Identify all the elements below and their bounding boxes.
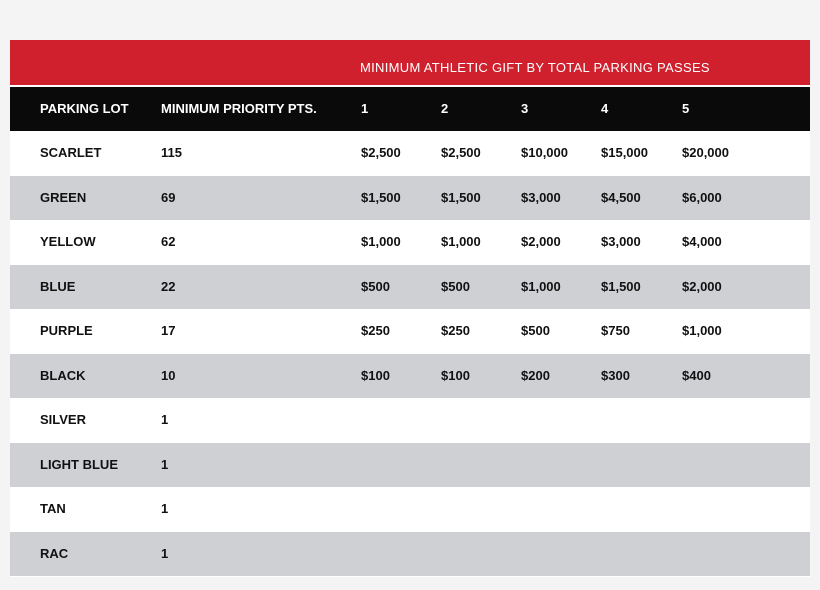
cell-gift-2: $2,500 xyxy=(441,145,481,160)
table-row xyxy=(10,443,810,488)
cell-gift-5: $6,000 xyxy=(682,189,722,205)
table-row xyxy=(10,532,810,577)
cell-gift-4: $3,000 xyxy=(601,234,641,249)
cell-gift-3: $2,000 xyxy=(521,234,561,249)
header-parking-lot: PARKING LOT xyxy=(40,101,129,116)
cell-gift-1: $500 xyxy=(361,278,390,294)
cell-gift-1: $1,000 xyxy=(361,234,401,249)
cell-gift-5: $4,000 xyxy=(682,234,722,249)
table-row xyxy=(10,176,810,221)
header-passes-2: 2 xyxy=(441,101,449,116)
cell-gift-4: $1,500 xyxy=(601,278,641,294)
cell-priority-pts: 10 xyxy=(161,367,176,383)
cell-gift-2: $1,500 xyxy=(441,189,481,205)
cell-priority-pts: 1 xyxy=(161,501,169,516)
cell-gift-5: $2,000 xyxy=(682,278,722,294)
cell-parking-lot: LIGHT BLUE xyxy=(40,456,118,472)
parking-table xyxy=(10,40,810,577)
cell-priority-pts: 1 xyxy=(161,545,169,561)
cell-priority-pts: 62 xyxy=(161,234,176,249)
cell-parking-lot: GREEN xyxy=(40,189,87,205)
cell-gift-2: $250 xyxy=(441,323,470,338)
header-passes-3: 3 xyxy=(521,101,529,116)
cell-gift-3: $1,000 xyxy=(521,278,561,294)
cell-gift-1: $250 xyxy=(361,323,390,338)
cell-gift-2: $500 xyxy=(441,278,470,294)
cell-parking-lot: SILVER xyxy=(40,412,86,427)
header-passes-1: 1 xyxy=(361,101,369,116)
header-passes-5: 5 xyxy=(682,101,690,116)
cell-priority-pts: 69 xyxy=(161,189,176,205)
banner-title: MINIMUM ATHLETIC GIFT BY TOTAL PARKING PASSES xyxy=(360,60,710,75)
cell-gift-5: $20,000 xyxy=(682,145,729,160)
cell-gift-3: $500 xyxy=(521,323,550,338)
cell-gift-2: $100 xyxy=(441,367,470,383)
table-row xyxy=(10,487,810,532)
cell-parking-lot: SCARLET xyxy=(40,145,102,160)
cell-gift-5: $1,000 xyxy=(682,323,722,338)
cell-gift-3: $3,000 xyxy=(521,189,561,205)
cell-gift-4: $300 xyxy=(601,367,630,383)
cell-gift-3: $10,000 xyxy=(521,145,568,160)
table-row xyxy=(10,354,810,399)
cell-priority-pts: 22 xyxy=(161,278,176,294)
cell-priority-pts: 17 xyxy=(161,323,176,338)
cell-priority-pts: 1 xyxy=(161,412,169,427)
cell-gift-4: $4,500 xyxy=(601,189,641,205)
cell-parking-lot: RAC xyxy=(40,545,69,561)
table-banner xyxy=(10,40,810,85)
cell-gift-1: $1,500 xyxy=(361,189,401,205)
table-row xyxy=(10,309,810,354)
cell-gift-1: $100 xyxy=(361,367,390,383)
table-row xyxy=(10,131,810,176)
cell-gift-1: $2,500 xyxy=(361,145,401,160)
cell-priority-pts: 115 xyxy=(161,145,182,160)
cell-gift-4: $15,000 xyxy=(601,145,648,160)
cell-parking-lot: PURPLE xyxy=(40,323,93,338)
cell-gift-4: $750 xyxy=(601,323,630,338)
table-header-row xyxy=(10,87,810,131)
cell-parking-lot: BLACK xyxy=(40,367,86,383)
header-min-priority-pts: MINIMUM PRIORITY PTS. xyxy=(161,101,317,116)
cell-priority-pts: 1 xyxy=(161,456,169,472)
table-row xyxy=(10,220,810,265)
header-passes-4: 4 xyxy=(601,101,609,116)
table-row xyxy=(10,265,810,310)
cell-gift-5: $400 xyxy=(682,367,711,383)
table-row xyxy=(10,398,810,443)
cell-parking-lot: BLUE xyxy=(40,278,76,294)
cell-parking-lot: TAN xyxy=(40,501,66,516)
cell-gift-3: $200 xyxy=(521,367,550,383)
cell-parking-lot: YELLOW xyxy=(40,234,96,249)
cell-gift-2: $1,000 xyxy=(441,234,481,249)
